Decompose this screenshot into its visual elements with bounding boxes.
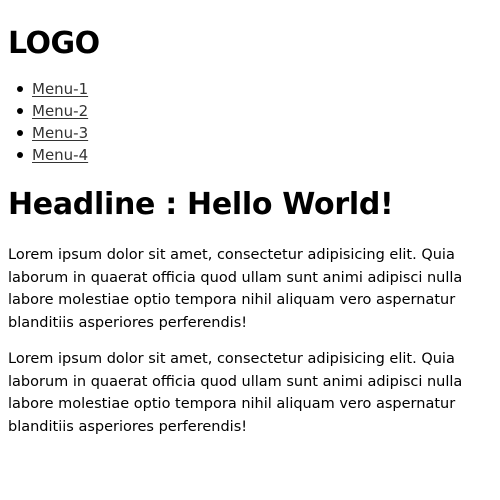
page <box>8 0 472 438</box>
nav-item-menu-4 <box>32 144 472 166</box>
body-paragraph: Lorem ipsum dolor sit amet, consectetur adipisicing elit. Quia laborum in quaerat officia quod ullam sunt animi adipisci nulla labore molestiae optio tempora nihil aliquam vero aspernatur blanditiis asperiores perferendis! <box>8 247 463 331</box>
body-paragraph: Lorem ipsum dolor sit amet, consectetur adipisicing elit. Quia laborum in quaerat officia quod ullam sunt animi adipisci nulla labore molestiae optio tempora nihil aliquam vero aspernatur blanditiis asperiores perferendis! <box>8 351 463 435</box>
nav-menu <box>8 78 472 166</box>
nav-item-menu-3 <box>32 122 472 144</box>
bullet-icon <box>17 108 23 114</box>
nav-item-menu-1 <box>32 78 472 100</box>
logo: LOGO <box>8 26 100 61</box>
bullet-icon <box>17 152 23 158</box>
nav-link-menu-3[interactable]: Menu-3 <box>32 124 89 142</box>
nav-link-menu-1[interactable]: Menu-1 <box>32 80 89 98</box>
nav-link-menu-4[interactable]: Menu-4 <box>32 146 89 164</box>
bullet-icon <box>17 130 23 136</box>
nav-link-menu-2[interactable]: Menu-2 <box>32 102 89 120</box>
page-headline: Headline : Hello World! <box>8 187 394 222</box>
bullet-icon <box>17 86 23 92</box>
nav-item-menu-2 <box>32 100 472 122</box>
